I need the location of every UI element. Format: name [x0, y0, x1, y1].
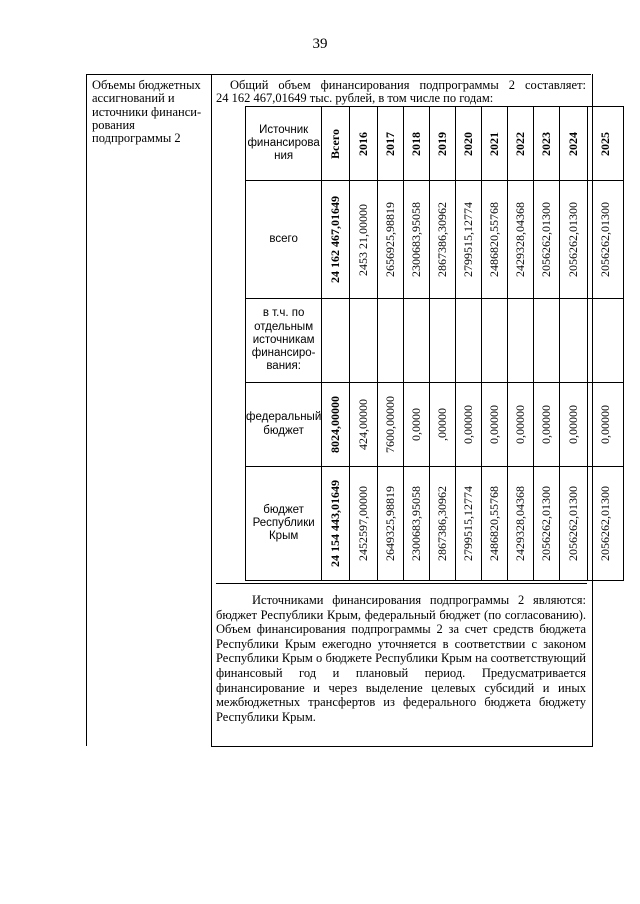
- header-total: [322, 107, 350, 181]
- empty-cell: [534, 299, 560, 383]
- value-text: 2056262,01300: [566, 202, 581, 277]
- value-cell: [456, 383, 482, 467]
- page-number: 39: [312, 36, 328, 52]
- paragraph-text: Источниками финансирования подпрограммы 2 являются: бюджет Республики Крым, федеральный бюджет (по согласованию). Объем финансирования подпрограммы 2 за счет средств бюджета Республики Крым ежегодно уточняется в соответствии с законом Республики Крым о бюджете Республики Крым на соответствующий финансовый год и плановый период. Предусматривается финансирование и через выделение целевых субсидий и иных межбюджетных трансфертов из федерального бюджета бюджету Республики Крым.: [216, 593, 586, 724]
- value-text: 2056262,01300: [598, 486, 613, 561]
- header-source: Источник финансирова ния: [246, 107, 322, 181]
- value-cell: [378, 383, 404, 467]
- header-year-text: 2018: [409, 131, 424, 156]
- header-year-2016: [350, 107, 378, 181]
- value-text: 2486820,55768: [487, 486, 502, 561]
- value-cell: [404, 181, 430, 299]
- value-cell: [378, 181, 404, 299]
- value-cell: [482, 467, 508, 581]
- value-cell: [430, 181, 456, 299]
- row-total-cell: [322, 181, 350, 299]
- header-year-2021: [482, 107, 508, 181]
- value-cell: [508, 181, 534, 299]
- value-text: 2799515,12774: [461, 202, 476, 277]
- value-text: 2867386,30962: [435, 202, 450, 277]
- value-text: 2056262,01300: [566, 486, 581, 561]
- value-cell: [560, 467, 588, 581]
- value-cell: [508, 467, 534, 581]
- value-cell: [560, 181, 588, 299]
- value-cell: [350, 383, 378, 467]
- value-text: 2056262,01300: [598, 202, 613, 277]
- header-year-text: 2024: [566, 131, 581, 156]
- intro-text: [216, 79, 586, 106]
- value-cell: [456, 181, 482, 299]
- value-cell: [350, 467, 378, 581]
- header-year-text: 2016: [356, 131, 371, 156]
- value-cell: [404, 383, 430, 467]
- row-total-cell: [322, 467, 350, 581]
- value-text: 2056262,01300: [539, 202, 554, 277]
- value-cell: [560, 383, 588, 467]
- intro-line-2: 24 162 467,01649 тыс. рублей, в том числе по годам:: [216, 91, 494, 106]
- empty-cell: [508, 299, 534, 383]
- table-header-row: [246, 107, 624, 181]
- financing-sources-paragraph: [216, 593, 586, 724]
- value-text: 2429328,04368: [513, 202, 528, 277]
- value-cell: [482, 383, 508, 467]
- row-total-cell: [322, 383, 350, 467]
- value-cell: [350, 181, 378, 299]
- value-cell: [430, 467, 456, 581]
- value-cell: [588, 467, 624, 581]
- left-column: [86, 74, 212, 746]
- table-row-subheading: [246, 299, 624, 383]
- row-total-value: 24 162 467,01649: [328, 196, 343, 283]
- value-text: 0,00000: [539, 405, 554, 444]
- value-text: 0,00000: [513, 405, 528, 444]
- value-text: 2656925,98819: [383, 202, 398, 277]
- value-text: 0,00000: [487, 405, 502, 444]
- empty-cell: [482, 299, 508, 383]
- value-text: 0,0000: [409, 408, 424, 441]
- value-text: 2649325,98819: [383, 486, 398, 561]
- value-cell: [482, 181, 508, 299]
- header-year-text: 2020: [461, 131, 476, 156]
- value-text: 2300683,95058: [409, 486, 424, 561]
- value-cell: [534, 467, 560, 581]
- row-source: бюджет Республики Крым: [246, 467, 322, 581]
- table-row-federal: [246, 383, 624, 467]
- empty-cell: [588, 299, 624, 383]
- value-text: 2867386,30962: [435, 486, 450, 561]
- header-total-text: Всего: [328, 128, 343, 159]
- header-year-text: 2021: [487, 131, 502, 156]
- empty-cell: [322, 299, 350, 383]
- value-text: 0,00000: [598, 405, 613, 444]
- value-cell: [456, 467, 482, 581]
- value-cell: [588, 181, 624, 299]
- header-year-text: 2023: [539, 131, 554, 156]
- empty-cell: [404, 299, 430, 383]
- value-text: 0,00000: [566, 405, 581, 444]
- row-total-value: 24 154 443,01649: [328, 480, 343, 567]
- row-source: в т.ч. по отдельным источникам финансиро-вания:: [246, 299, 322, 383]
- value-text: 7600,00000: [383, 396, 398, 453]
- financing-table: [245, 106, 624, 581]
- header-year-text: 2025: [598, 131, 613, 156]
- table-row-crimea: [246, 467, 624, 581]
- header-year-2025: [588, 107, 624, 181]
- value-cell: [534, 383, 560, 467]
- value-cell: [404, 467, 430, 581]
- value-text: ,00000: [435, 408, 450, 441]
- table-row-total: [246, 181, 624, 299]
- empty-cell: [378, 299, 404, 383]
- row-total-value: 8024,00000: [328, 396, 343, 453]
- header-year-2017: [378, 107, 404, 181]
- empty-cell: [350, 299, 378, 383]
- value-text: 2452597,00000: [356, 486, 371, 561]
- left-cell-label: Объемы бюджетных ассигнований и источники финанси-рования подпрограммы 2: [92, 78, 202, 146]
- intro-line-1: Общий объем финансирования подпрограммы 2 составляет:: [230, 78, 586, 92]
- value-cell: [508, 383, 534, 467]
- row-source: всего: [246, 181, 322, 299]
- value-text: 2300683,95058: [409, 202, 424, 277]
- value-cell: [534, 181, 560, 299]
- row-source: федеральный бюджет: [246, 383, 322, 467]
- value-text: 2799515,12774: [461, 486, 476, 561]
- header-year-text: 2022: [513, 131, 528, 156]
- value-text: 2056262,01300: [539, 486, 554, 561]
- header-year-2024: [560, 107, 588, 181]
- value-text: 2486820,55768: [487, 202, 502, 277]
- value-text: 2453 21,00000: [356, 203, 371, 276]
- value-text: 424,00000: [356, 399, 371, 450]
- header-year-2020: [456, 107, 482, 181]
- header-year-2022: [508, 107, 534, 181]
- empty-cell: [456, 299, 482, 383]
- value-cell: [378, 467, 404, 581]
- empty-cell: [560, 299, 588, 383]
- value-cell: [430, 383, 456, 467]
- value-cell: [588, 383, 624, 467]
- header-year-2019: [430, 107, 456, 181]
- header-year-text: 2017: [383, 131, 398, 156]
- value-text: 2429328,04368: [513, 486, 528, 561]
- value-text: 0,00000: [461, 405, 476, 444]
- header-year-text: 2019: [435, 131, 450, 156]
- empty-cell: [430, 299, 456, 383]
- header-year-2018: [404, 107, 430, 181]
- header-year-2023: [534, 107, 560, 181]
